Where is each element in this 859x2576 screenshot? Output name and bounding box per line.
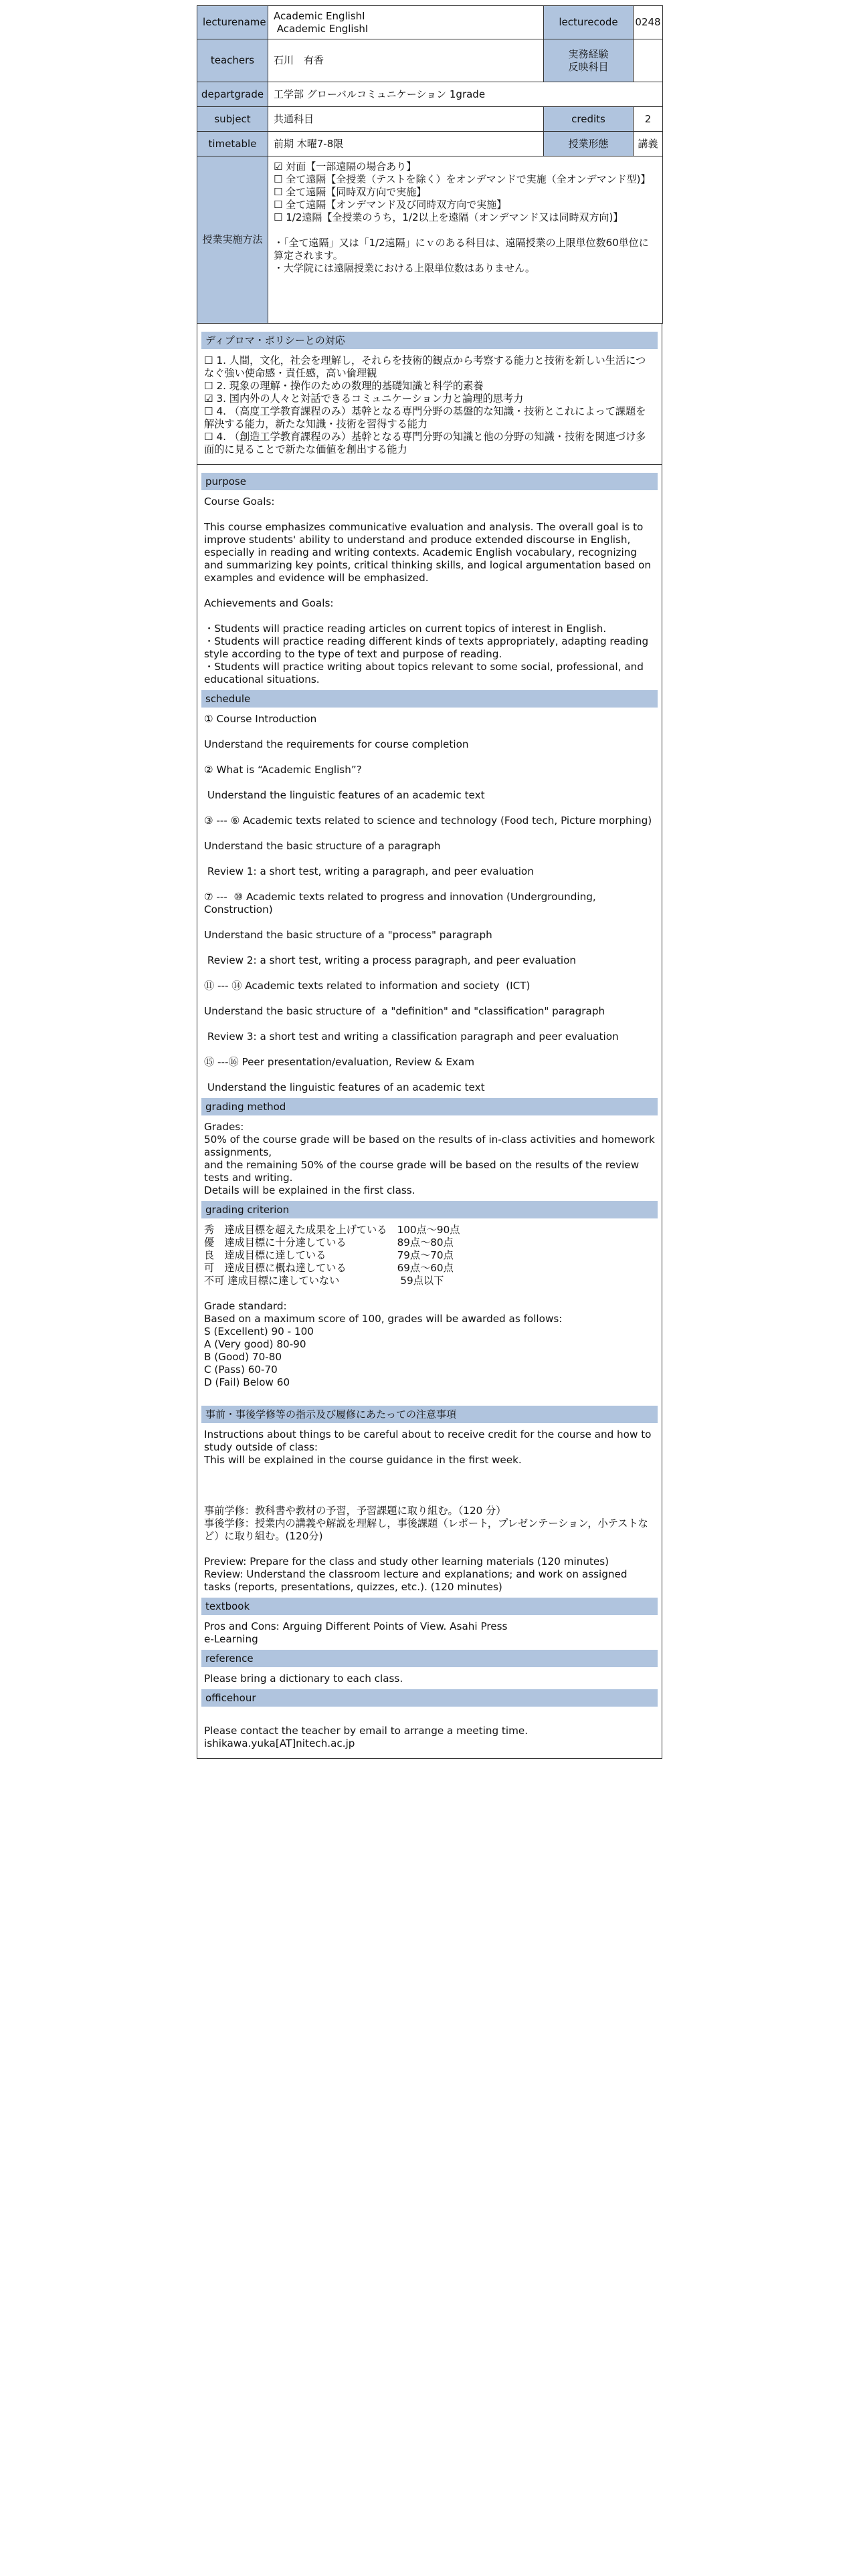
diploma-section-title: ディプロマ・ポリシーとの対応	[201, 332, 658, 349]
grading-method-section-text: Grades: 50% of the course grade will be based on the results of in-class activities and homework assignments, and the remaining 50% of the course grade will be based on the results of the review tests and writing. Details will be explained in the first class.	[204, 1121, 655, 1196]
reference-section-text: Please bring a dictionary to each class.	[204, 1673, 403, 1685]
reference-section-title: reference	[201, 1650, 658, 1667]
schedule-section-text: ① Course Introduction Understand the requirements for course completion ② What is “Academic English”? Understand the linguistic features of an academic text ③ --- ⑥ Academic texts related to science and technology (Food tech, Picture morphing) Understand the basic structure of a paragraph Review 1: a short test, writing a paragraph, and peer evaluation ⑦ --- ⑩ Academic texts related to progress and innovation (Undergrounding, Construction) Understand the basic structure of a "process" paragraph Review 2: a short test, writing a process paragraph, and peer evaluation ⑪ --- ⑭ Academic texts related to information and society (ICT) Understand the basic structure of a "definition" and "classification" paragraph Review 3: a short test and writing a classification paragraph and peer evaluation ⑮ ---⑯ Peer presentation/evaluation, Review & Exam Understand the linguistic features of an academic text	[204, 713, 652, 1093]
lecturecode-label: lecturecode	[544, 6, 634, 39]
officehour-section-title: officehour	[201, 1689, 658, 1707]
notes-section-text: Instructions about things to be careful about to receive credit for the course and how to study outside of class: This will be explained in the course guidance in the first week. 事前学修：教科書や教材の予習，予習課題に取り組む。（120 分） 事後学修：授業内の講義や解説を理解し，事後課題（レポート，プレゼンテーション，小テストなど）に取り組む。(120分) Preview: Prepare for the class and study other learning materials (120 minutes) Review: Understand the classroom lecture and explanations; and work on assigned tasks (reports, presentations, quizzes, etc.). (120 minutes)	[204, 1428, 652, 1593]
experience-label: 実務経験 反映科目	[544, 39, 634, 82]
lecturecode-value: 0248	[634, 6, 663, 39]
lecturename-value: Academic EnglishI Academic EnglishI	[268, 6, 544, 39]
experience-value	[634, 39, 663, 82]
subject-value: 共通科目	[268, 107, 544, 132]
grading-method-section-title: grading method	[201, 1098, 658, 1115]
schedule-section-title: schedule	[201, 690, 658, 708]
sections-container	[197, 324, 662, 465]
lecturename-label: lecturename	[197, 6, 268, 39]
grading-criterion-section-text: 秀 達成目標を超えた成果を上げている 100点～90点 優 達成目標に十分達している 89点～80点 良 達成目標に達している 79点～70点 可 達成目標に概ね達している 69点～60点 不可 達成目標に達していない 59点以下 Grade standard: Based on a maximum score of 100, grades will be awarded as follows: S (Excellent) 90 - 100 A (Very good) 80-90 B (Good) 70-80 C (Pass) 60-70 D (Fail) Below 60	[204, 1224, 563, 1388]
officehour-section-text: Please contact the teacher by email to arrange a meeting time. ishikawa.yuka[AT]nitech.ac.jp	[204, 1725, 529, 1749]
teachers-label: teachers	[197, 39, 268, 82]
main-content-container	[197, 465, 662, 1759]
notes-section-title: 事前・事後学修等の指示及び履修にあたっての注意事項	[201, 1406, 658, 1423]
course-info-table	[197, 5, 663, 324]
grading-criterion-section-title: grading criterion	[201, 1201, 658, 1218]
syllabus-page	[197, 5, 662, 1759]
textbook-section-title: textbook	[201, 1598, 658, 1615]
timetable-label: timetable	[197, 132, 268, 156]
credits-value: 2	[634, 107, 663, 132]
method-label: 授業実施方法	[197, 156, 268, 324]
subject-label: subject	[197, 107, 268, 132]
class-form-value: 講義	[634, 132, 663, 156]
departgrade-label: departgrade	[197, 82, 268, 107]
textbook-section-text: Pros and Cons: Arguing Different Points of View. Asahi Press e-Learning	[204, 1620, 508, 1645]
purpose-section-text: Course Goals: This course emphasizes communicative evaluation and analysis. The overall goal is to improve students' ability to understand and produce extended discourse in English, especially in reading and writing contexts. Academic English vocabulary, recognizing and summarizing key points, critical thinking skills, and logical argumentation based on examples and evidence will be emphasized. Achievements and Goals: ・Students will practice reading articles on current topics of interest in English. ・Students will practice reading different kinds of texts appropriately, adapting reading style according to the type of text and purpose of reading. ・Students will practice writing about topics relevant to some social, professional, and educational situations.	[204, 496, 652, 685]
class-form-label: 授業形態	[544, 132, 634, 156]
timetable-value: 前期 木曜7-8限	[268, 132, 544, 156]
credits-label: credits	[544, 107, 634, 132]
departgrade-value: 工学部 グローバルコミュニケーション 1grade	[268, 82, 663, 107]
purpose-section-title: purpose	[201, 473, 658, 490]
method-value: ☑ 対面【一部遠隔の場合あり】 ☐ 全て遠隔【全授業（テストを除く）をオンデマンドで実施（全オンデマンド型)】 ☐ 全て遠隔【同時双方向で実施】 ☐ 全て遠隔【オンデマンド及び同時双方向で実施】 ☐ 1/2遠隔【全授業のうち，1/2以上を遠隔（オンデマンド又は同時双方向)】 ・「全て遠隔」又は「1/2遠隔」にｖのある科目は、遠隔授業の上限単位数60単位に算定されます。 ・大学院には遠隔授業における上限単位数はありません。	[268, 156, 663, 324]
diploma-section-text: ☐ 1. 人間，文化，社会を理解し，それらを技術的観点から考察する能力と技術を新しい生活につなぐ強い使命感・責任感，高い倫理観 ☐ 2. 現象の理解・操作のための数理的基礎知識と科学的素養 ☑ 3. 国内外の人々と対話できるコミュニケーション力と論理的思考力 ☐ 4. （高度工学教育課程のみ）基幹となる専門分野の基盤的な知識・技術とこれによって課題を解決する能力，新たな知識・技術を習得する能力 ☐ 4. （創造工学教育課程のみ）基幹となる専門分野の知識と他の分野の知識・技術を関連づけ多面的に見ることで新たな価値を創出する能力	[204, 354, 646, 455]
teachers-value: 石川 有香	[268, 39, 544, 82]
